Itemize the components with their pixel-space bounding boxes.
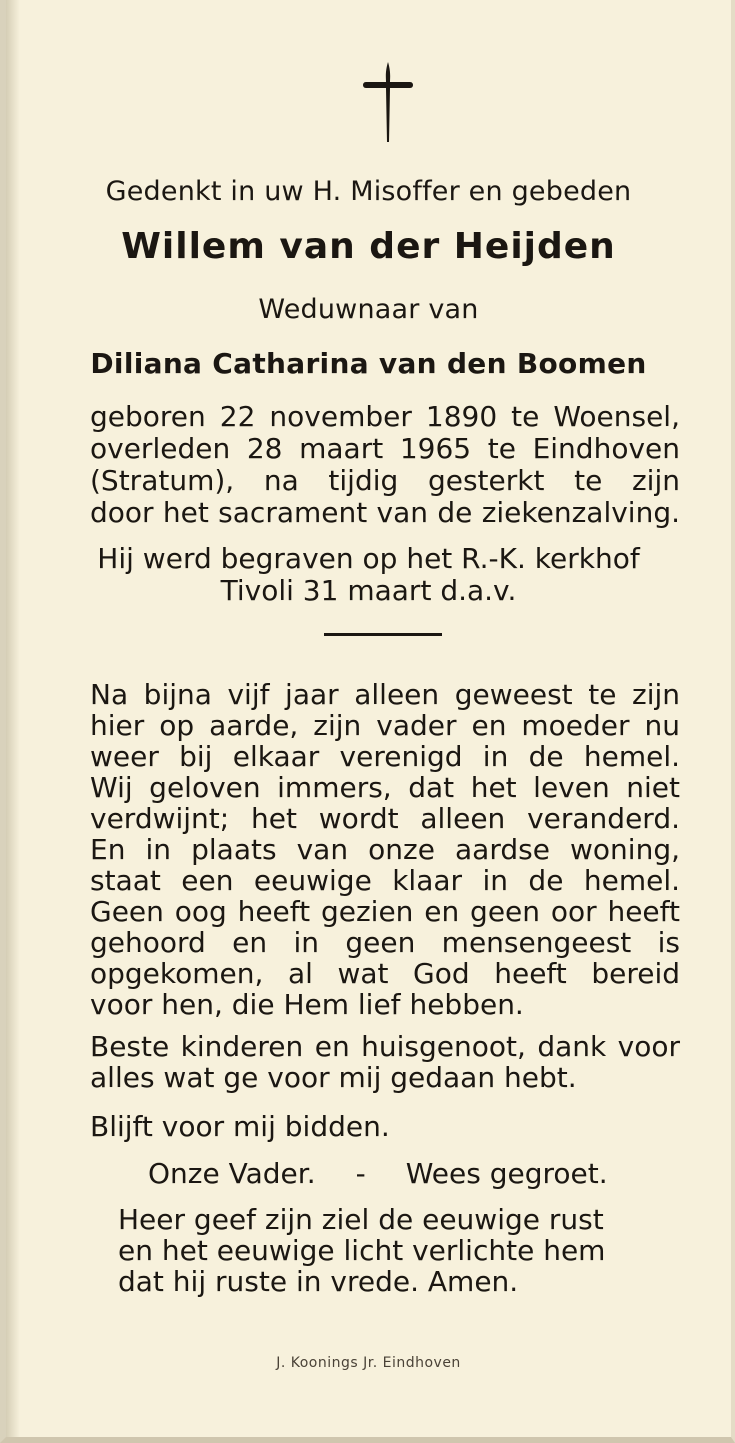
memorial-text-line: opgekomen, al wat God heeft bereid [90, 957, 680, 990]
relation-text: Weduwnaar van [258, 294, 479, 325]
memorial-text-line: voor hen, die Hem lief hebben. [90, 988, 524, 1021]
deceased-name: Willem van der Heijden [121, 226, 616, 267]
memorial-text-line: weer bij elkaar verenigd in de hemel. [90, 740, 680, 773]
memorial-text-line: gehoord en in geen mensengeest is [90, 926, 680, 959]
bio-line: overleden 28 maart 1965 te Eindhoven [90, 432, 680, 465]
memorial-text-line: Na bijna vijf jaar alleen geweest te zijn [90, 678, 680, 711]
memorial-text-line: Geen oog heeft gezien en geen oor heeft [90, 895, 680, 928]
prayer-request: Blijft voor mij bidden. [90, 1110, 390, 1143]
prayer-onze-vader: Onze Vader. [148, 1157, 316, 1190]
bio-line: geboren 22 november 1890 te Woensel, [90, 400, 680, 433]
printer-credit: J. Koonings Jr. Eindhoven [276, 1355, 461, 1371]
prayer-separator: - [355, 1157, 366, 1190]
prayer-titles [148, 1157, 606, 1190]
divider-rule [324, 633, 442, 636]
memorial-text-line: Wij geloven immers, dat het leven niet [90, 771, 680, 804]
paper-edge-shade [6, 0, 20, 1437]
prayer-wees-gegroet: Wees gegroet. [405, 1157, 608, 1190]
spouse-name: Diliana Catharina van den Boomen [90, 347, 647, 380]
farewell-line: alles wat ge voor mij gedaan hebt. [90, 1061, 577, 1094]
closing-line: en het eeuwige licht verlichte hem [118, 1234, 606, 1267]
bio-line: door het sacrament van de ziekenzalving. [90, 496, 680, 529]
closing-line: Heer geef zijn ziel de eeuwige rust [118, 1203, 604, 1236]
intro-text: Gedenkt in uw H. Misoffer en gebeden [105, 176, 632, 207]
farewell-line: Beste kinderen en huisgenoot, dank voor [90, 1030, 680, 1063]
memorial-text-line: verdwijnt; het wordt alleen veranderd. [90, 802, 680, 835]
closing-line: dat hij ruste in vrede. Amen. [118, 1265, 519, 1298]
bio-line: (Stratum), na tijdig gesterkt te zijn [90, 464, 680, 497]
burial-line: Tivoli 31 maart d.a.v. [220, 574, 517, 607]
memorial-text-line: hier op aarde, zijn vader en moeder nu [90, 709, 680, 742]
memorial-text-line: staat een eeuwige klaar in de hemel. [90, 864, 680, 897]
cross-icon [358, 58, 418, 148]
burial-line: Hij werd begraven op het R.-K. kerkhof [97, 542, 640, 575]
memorial-text-line: En in plaats van onze aardse woning, [90, 833, 680, 866]
